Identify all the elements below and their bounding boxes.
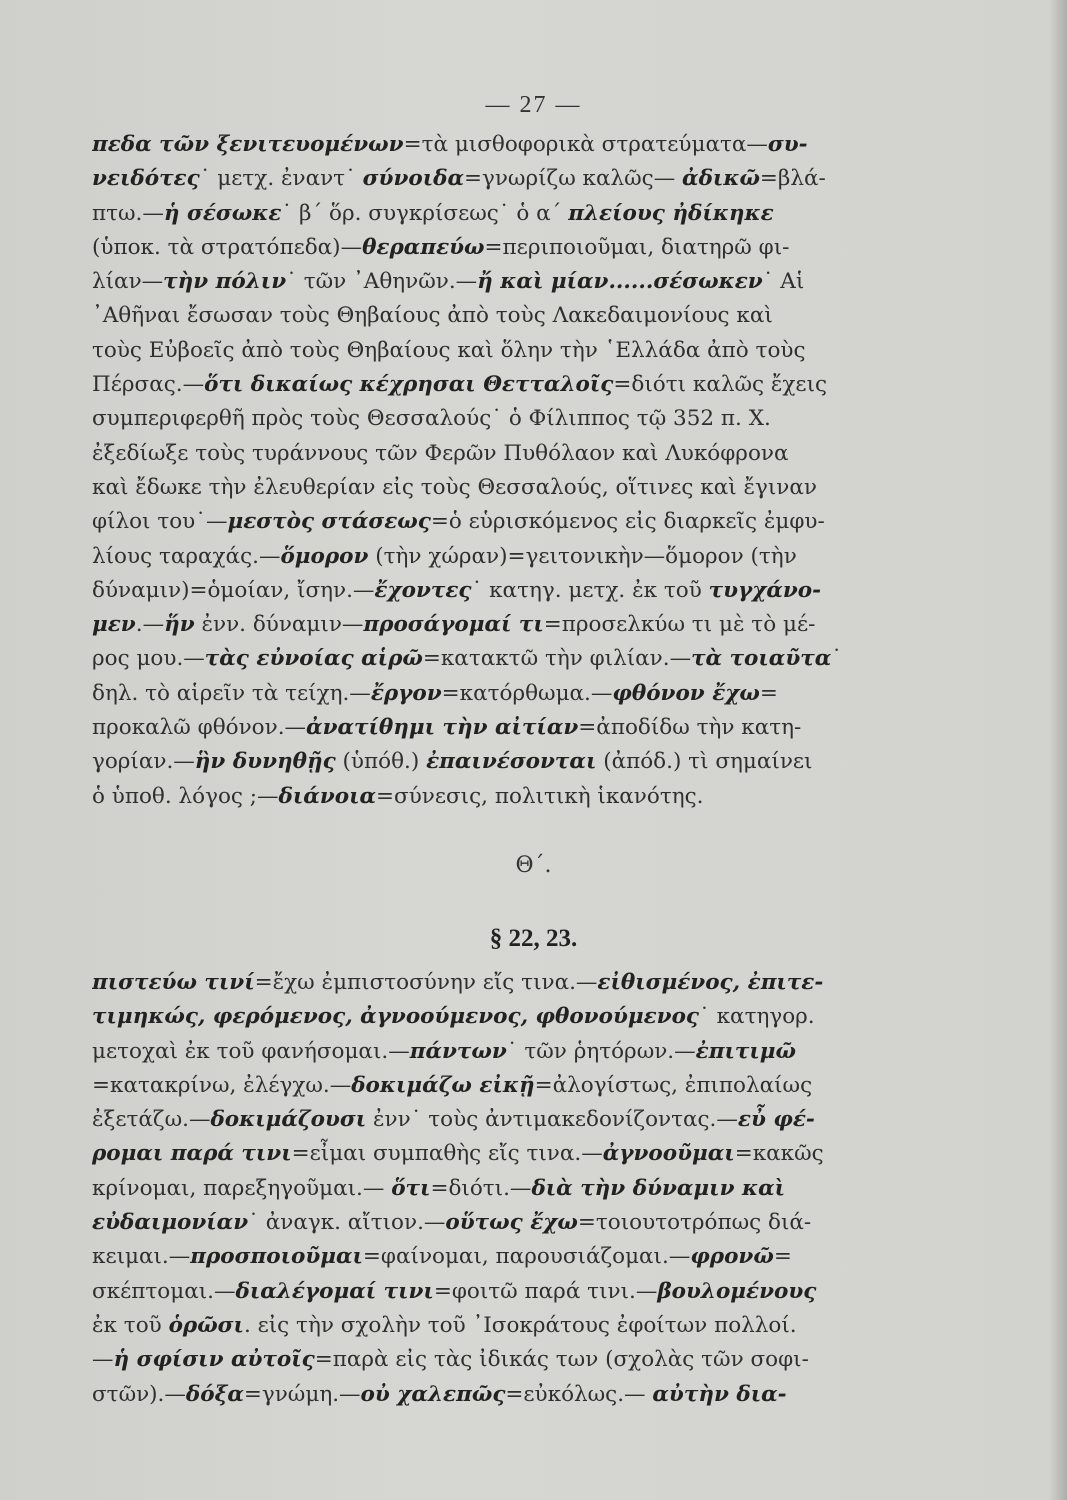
- gloss-text: =σύνεσις, πολιτικὴ ἱκανότης.: [376, 783, 704, 809]
- gloss-text: σκέπτομαι.—: [92, 1278, 236, 1304]
- bold-term: δοκιμάζουσι: [210, 1107, 367, 1133]
- gloss-text: πτω.—: [92, 200, 164, 226]
- gloss-text: =κατακτῶ τὴν φιλίαν.—: [422, 646, 692, 672]
- text-line: [92, 711, 934, 745]
- gloss-text: =γνώμη.—: [243, 1381, 361, 1407]
- gloss-text: =κακῶς: [734, 1141, 824, 1167]
- gloss-text: .—: [135, 612, 165, 638]
- gloss-text: κειμαι.—: [92, 1244, 191, 1270]
- bold-term: ρομαι παρά τινι: [92, 1141, 292, 1167]
- gloss-text: =παρὰ εἰς τὰς ἰδικάς των (σχολὰς τῶν σοφι-: [314, 1347, 809, 1373]
- text-line: [92, 1000, 934, 1034]
- gloss-text: δηλ. τὸ αἱρεῖν τὰ τείχη.—: [92, 680, 371, 706]
- gloss-text: =προσελκύω τι μὲ τὸ μέ-: [543, 612, 816, 638]
- gloss-text: ἐκ τοῦ: [92, 1312, 169, 1338]
- gloss-text: =ἀποδίδω τὴν κατη-: [578, 715, 802, 741]
- text-line: [92, 1343, 934, 1377]
- gloss-text: =: [773, 1244, 792, 1270]
- gloss-text: =διότι καλῶς ἔχεις: [613, 372, 828, 398]
- gloss-text: =φαίνομαι, παρουσιάζομαι.—: [362, 1244, 691, 1270]
- text-line: [92, 505, 934, 539]
- text-line: [92, 437, 934, 471]
- bold-term: ἡ σφίσιν αὐτοῖς: [113, 1347, 315, 1373]
- gloss-text: =εἶμαι συμπαθὴς εἴς τινα.—: [291, 1141, 603, 1167]
- gloss-text: =τὰ μισθοφορικὰ στρατεύματα—: [403, 132, 768, 157]
- bold-term: εὐδαιμονίαν: [92, 1210, 249, 1236]
- gloss-text: ˙ κατηγορ.: [699, 1004, 815, 1030]
- gloss-text: —: [92, 1347, 114, 1373]
- bold-term: προσποιοῦμαι: [190, 1244, 363, 1270]
- gloss-text: =κατακρίνω, ἐλέγχω.—: [92, 1072, 352, 1098]
- bold-term: πλείους ἠδίκηκε: [568, 200, 774, 226]
- bold-term: ἔργον: [370, 680, 442, 706]
- bold-term: οὕτως ἔχω: [445, 1210, 578, 1236]
- text-line: [92, 540, 934, 574]
- gloss-text: ˙ μετχ. ἐναντ˙: [199, 166, 363, 192]
- gloss-text: =εὐκόλως.—: [505, 1381, 653, 1407]
- bold-term: ὅμορον: [280, 543, 369, 569]
- page-number: — 27 —: [485, 92, 582, 118]
- gloss-text: ˙ β΄ ὅρ. συγκρίσεως˙ ὁ α΄: [281, 200, 569, 226]
- gloss-text: ˙ κατηγ. μετχ. ἐκ τοῦ: [471, 577, 709, 603]
- bold-term: τιμηκώς, φερόμενος, ἀγνοούμενος, φθονούμενος: [92, 1004, 700, 1030]
- gloss-text: (ὑπόθ.): [335, 749, 427, 775]
- gloss-text: =φοιτῶ παρά τινι.—: [433, 1278, 658, 1304]
- bold-term: ὅτι δικαίως κέχρησαι Θετταλοῖς: [204, 372, 614, 398]
- gloss-text: ρος μου.—: [92, 646, 205, 672]
- gloss-text: =: [759, 680, 778, 706]
- gloss-text: ᾽Αθῆναι ἔσωσαν τοὺς Θηβαίους ἀπὸ τοὺς Λακεδαιμονίους καὶ: [92, 303, 773, 329]
- bold-term: φρονῶ: [690, 1244, 774, 1270]
- bold-term: πεδα τῶν ξενιτευομένων: [92, 132, 404, 157]
- gloss-text: συμπεριφερθῆ πρὸς τοὺς Θεσσαλούς˙ ὁ Φίλιππος τῷ 352 π. Χ.: [92, 406, 771, 432]
- bold-term: ἥν: [164, 612, 195, 638]
- text-line: [92, 334, 934, 368]
- text-line: [92, 231, 934, 265]
- gloss-text: ἐνν. δύναμιν—: [194, 612, 364, 638]
- bold-term: θεραπεύω: [362, 234, 485, 260]
- bold-term: πιστεύω τινί: [92, 970, 255, 995]
- bold-term: ἀγνοοῦμαι: [602, 1141, 735, 1167]
- gloss-text: ˙ Αἱ: [762, 269, 805, 295]
- bold-term: μεστὸς στάσεως: [227, 509, 431, 535]
- gloss-text: ἐνν˙ τοὺς ἀντιμακεδονίζοντας.—: [366, 1107, 738, 1133]
- text-line: [92, 402, 934, 436]
- gloss-text: κρίνομαι, παρεξηγοῦμαι.—: [92, 1175, 392, 1201]
- text-line: [92, 780, 934, 814]
- bold-term: πάντων: [409, 1038, 507, 1064]
- text-block-2: [92, 966, 934, 1412]
- text-line: [92, 1309, 934, 1343]
- bold-term: ἐπιτιμῶ: [695, 1038, 796, 1064]
- gloss-text: =ὁ εὑρισκόμενος εἰς διαρκεῖς ἐμφυ-: [430, 509, 825, 535]
- bold-term: προσάγομαί τι: [363, 612, 544, 638]
- bold-term: σύνοιδα: [362, 166, 464, 192]
- text-line: [92, 1206, 934, 1240]
- bold-term: τὰς εὐνοίας αἱρῶ: [204, 646, 423, 672]
- bold-term: δόξα: [185, 1381, 244, 1407]
- bold-term: βουλομένους: [657, 1278, 817, 1304]
- text-line: [92, 1137, 934, 1171]
- text-line: [92, 368, 934, 402]
- bold-term: ἤ καὶ μίαν......σέσωκεν: [477, 269, 763, 295]
- bold-term: ὁρῶσι: [168, 1312, 244, 1338]
- gloss-text: μετοχαὶ ἐκ τοῦ φανήσομαι.—: [92, 1038, 410, 1064]
- text-line: [92, 1069, 934, 1103]
- gloss-text: ἐξετάζω.—: [92, 1107, 211, 1133]
- gloss-text: (τὴν χώραν)=γειτονικὴν—ὅμορον (τὴν: [368, 543, 797, 569]
- gloss-text: . εἰς τὴν σχολὴν τοῦ ᾽Ισοκράτους ἐφοίτων πολλοί.: [243, 1312, 797, 1338]
- gloss-text: λίαν—: [92, 269, 164, 295]
- gloss-text: =κατόρθωμα.—: [441, 680, 613, 706]
- text-line: [92, 642, 934, 676]
- gloss-text: (ἀπόδ.) τὶ σημαίνει: [596, 749, 813, 775]
- text-line: [92, 1035, 934, 1069]
- text-line: [92, 1275, 934, 1309]
- gloss-text: =περιποιοῦμαι, διατηρῶ φι-: [484, 234, 790, 260]
- gloss-text: ˙ τῶν ᾽Αθηνῶν.—: [286, 269, 478, 295]
- bold-term: εὖ φέ-: [737, 1107, 815, 1133]
- bold-term: ὅτι: [391, 1175, 431, 1201]
- gloss-text: =ἀλογίστως, ἐπιπολαίως: [534, 1072, 813, 1098]
- bold-term: μεν: [92, 612, 136, 638]
- text-line: [92, 966, 934, 1000]
- bold-term: τὴν πόλιν: [163, 269, 287, 295]
- text-line: [92, 197, 934, 231]
- gloss-text: =τοιουτοτρόπως διά-: [577, 1210, 812, 1236]
- text-line: [92, 265, 934, 299]
- bold-term: ἣν δυνηθῇς: [194, 749, 336, 775]
- gloss-text: =βλά-: [759, 166, 826, 192]
- text-line: [92, 745, 934, 779]
- bold-term: ἀδικῶ: [682, 166, 760, 192]
- gloss-text: ὁ ὑποθ. λόγος ;—: [92, 783, 279, 809]
- gloss-text: (ὑποκ. τὰ στρατόπεδα)—: [92, 234, 363, 260]
- gloss-text: προκαλῶ φθόνον.—: [92, 715, 307, 741]
- text-line: [92, 1378, 934, 1412]
- gloss-text: φίλοι του˙—: [92, 509, 228, 535]
- bold-term: ἀνατίθημι τὴν αἰτίαν: [306, 715, 579, 741]
- gloss-text: ˙ ἀναγκ. αἴτιον.—: [248, 1210, 446, 1236]
- text-line: [92, 1172, 934, 1206]
- chapter-heading: Θ΄.: [515, 853, 552, 878]
- text-block-1: [92, 128, 934, 814]
- bold-term: διάνοια: [278, 783, 377, 809]
- gloss-text: =ἔχω ἐμπιστοσύνην εἴς τινα.—: [254, 970, 598, 995]
- text-line: [92, 1103, 934, 1137]
- bold-term: τὰ τοιαῦτα: [691, 646, 832, 672]
- bold-term: διὰ τὴν δύναμιν καὶ: [531, 1175, 786, 1201]
- text-line: [92, 677, 934, 711]
- gloss-text: καὶ ἔδωκε τὴν ἐλευθερίαν εἰς τοὺς Θεσσαλούς, οἵτινες καὶ ἔγιναν: [92, 474, 817, 500]
- page-edge-shadow: [1049, 0, 1067, 1500]
- gloss-text: τοὺς Εὐβοεῖς ἀπὸ τοὺς Θηβαίους καὶ ὅλην τὴν ῾Ελλάδα ἀπὸ τοὺς: [92, 337, 806, 363]
- section-heading: § 22, 23.: [489, 925, 578, 952]
- gloss-text: ἐξεδίωξε τοὺς τυράννους τῶν Φερῶν Πυθόλαον καὶ Λυκόφρονα: [92, 440, 789, 466]
- text-line: [92, 574, 934, 608]
- gloss-text: =διότι.—: [430, 1175, 532, 1201]
- text-line: [92, 608, 934, 642]
- bold-term: ἐπαινέσονται: [426, 749, 597, 775]
- bold-term: εἰθισμένος, ἐπιτε-: [597, 970, 824, 995]
- gloss-text: ˙: [831, 646, 843, 672]
- text-line: [92, 128, 934, 162]
- gloss-text: στῶν).—: [92, 1381, 186, 1407]
- gloss-text: ˙ τῶν ῥητόρων.—: [506, 1038, 696, 1064]
- gloss-text: Πέρσας.—: [92, 372, 205, 398]
- text-line: [92, 1240, 934, 1274]
- gloss-text: δύναμιν)=ὁμοίαν, ἴσην.—: [92, 577, 375, 603]
- bold-term: νειδότες: [92, 166, 200, 192]
- text-line: [92, 299, 934, 333]
- bold-term: διαλέγομαί τινι: [235, 1278, 434, 1304]
- gloss-text: γορίαν.—: [92, 749, 195, 775]
- bold-term: ἔχοντες: [374, 577, 472, 603]
- bold-term: οὐ χαλεπῶς: [360, 1381, 506, 1407]
- gloss-text: =γνωρίζω καλῶς—: [464, 166, 683, 192]
- gloss-text: λίους ταραχάς.—: [92, 543, 281, 569]
- bold-term: τυγχάνο-: [708, 577, 822, 603]
- bold-term: συ-: [767, 132, 808, 157]
- text-line: [92, 162, 934, 196]
- text-line: [92, 471, 934, 505]
- bold-term: φθόνον ἔχω: [612, 680, 760, 706]
- bold-term: ἡ σέσωκε: [163, 200, 282, 226]
- bold-term: δοκιμάζω εἰκῇ: [351, 1072, 535, 1098]
- bold-term: αὐτὴν δια-: [652, 1381, 787, 1407]
